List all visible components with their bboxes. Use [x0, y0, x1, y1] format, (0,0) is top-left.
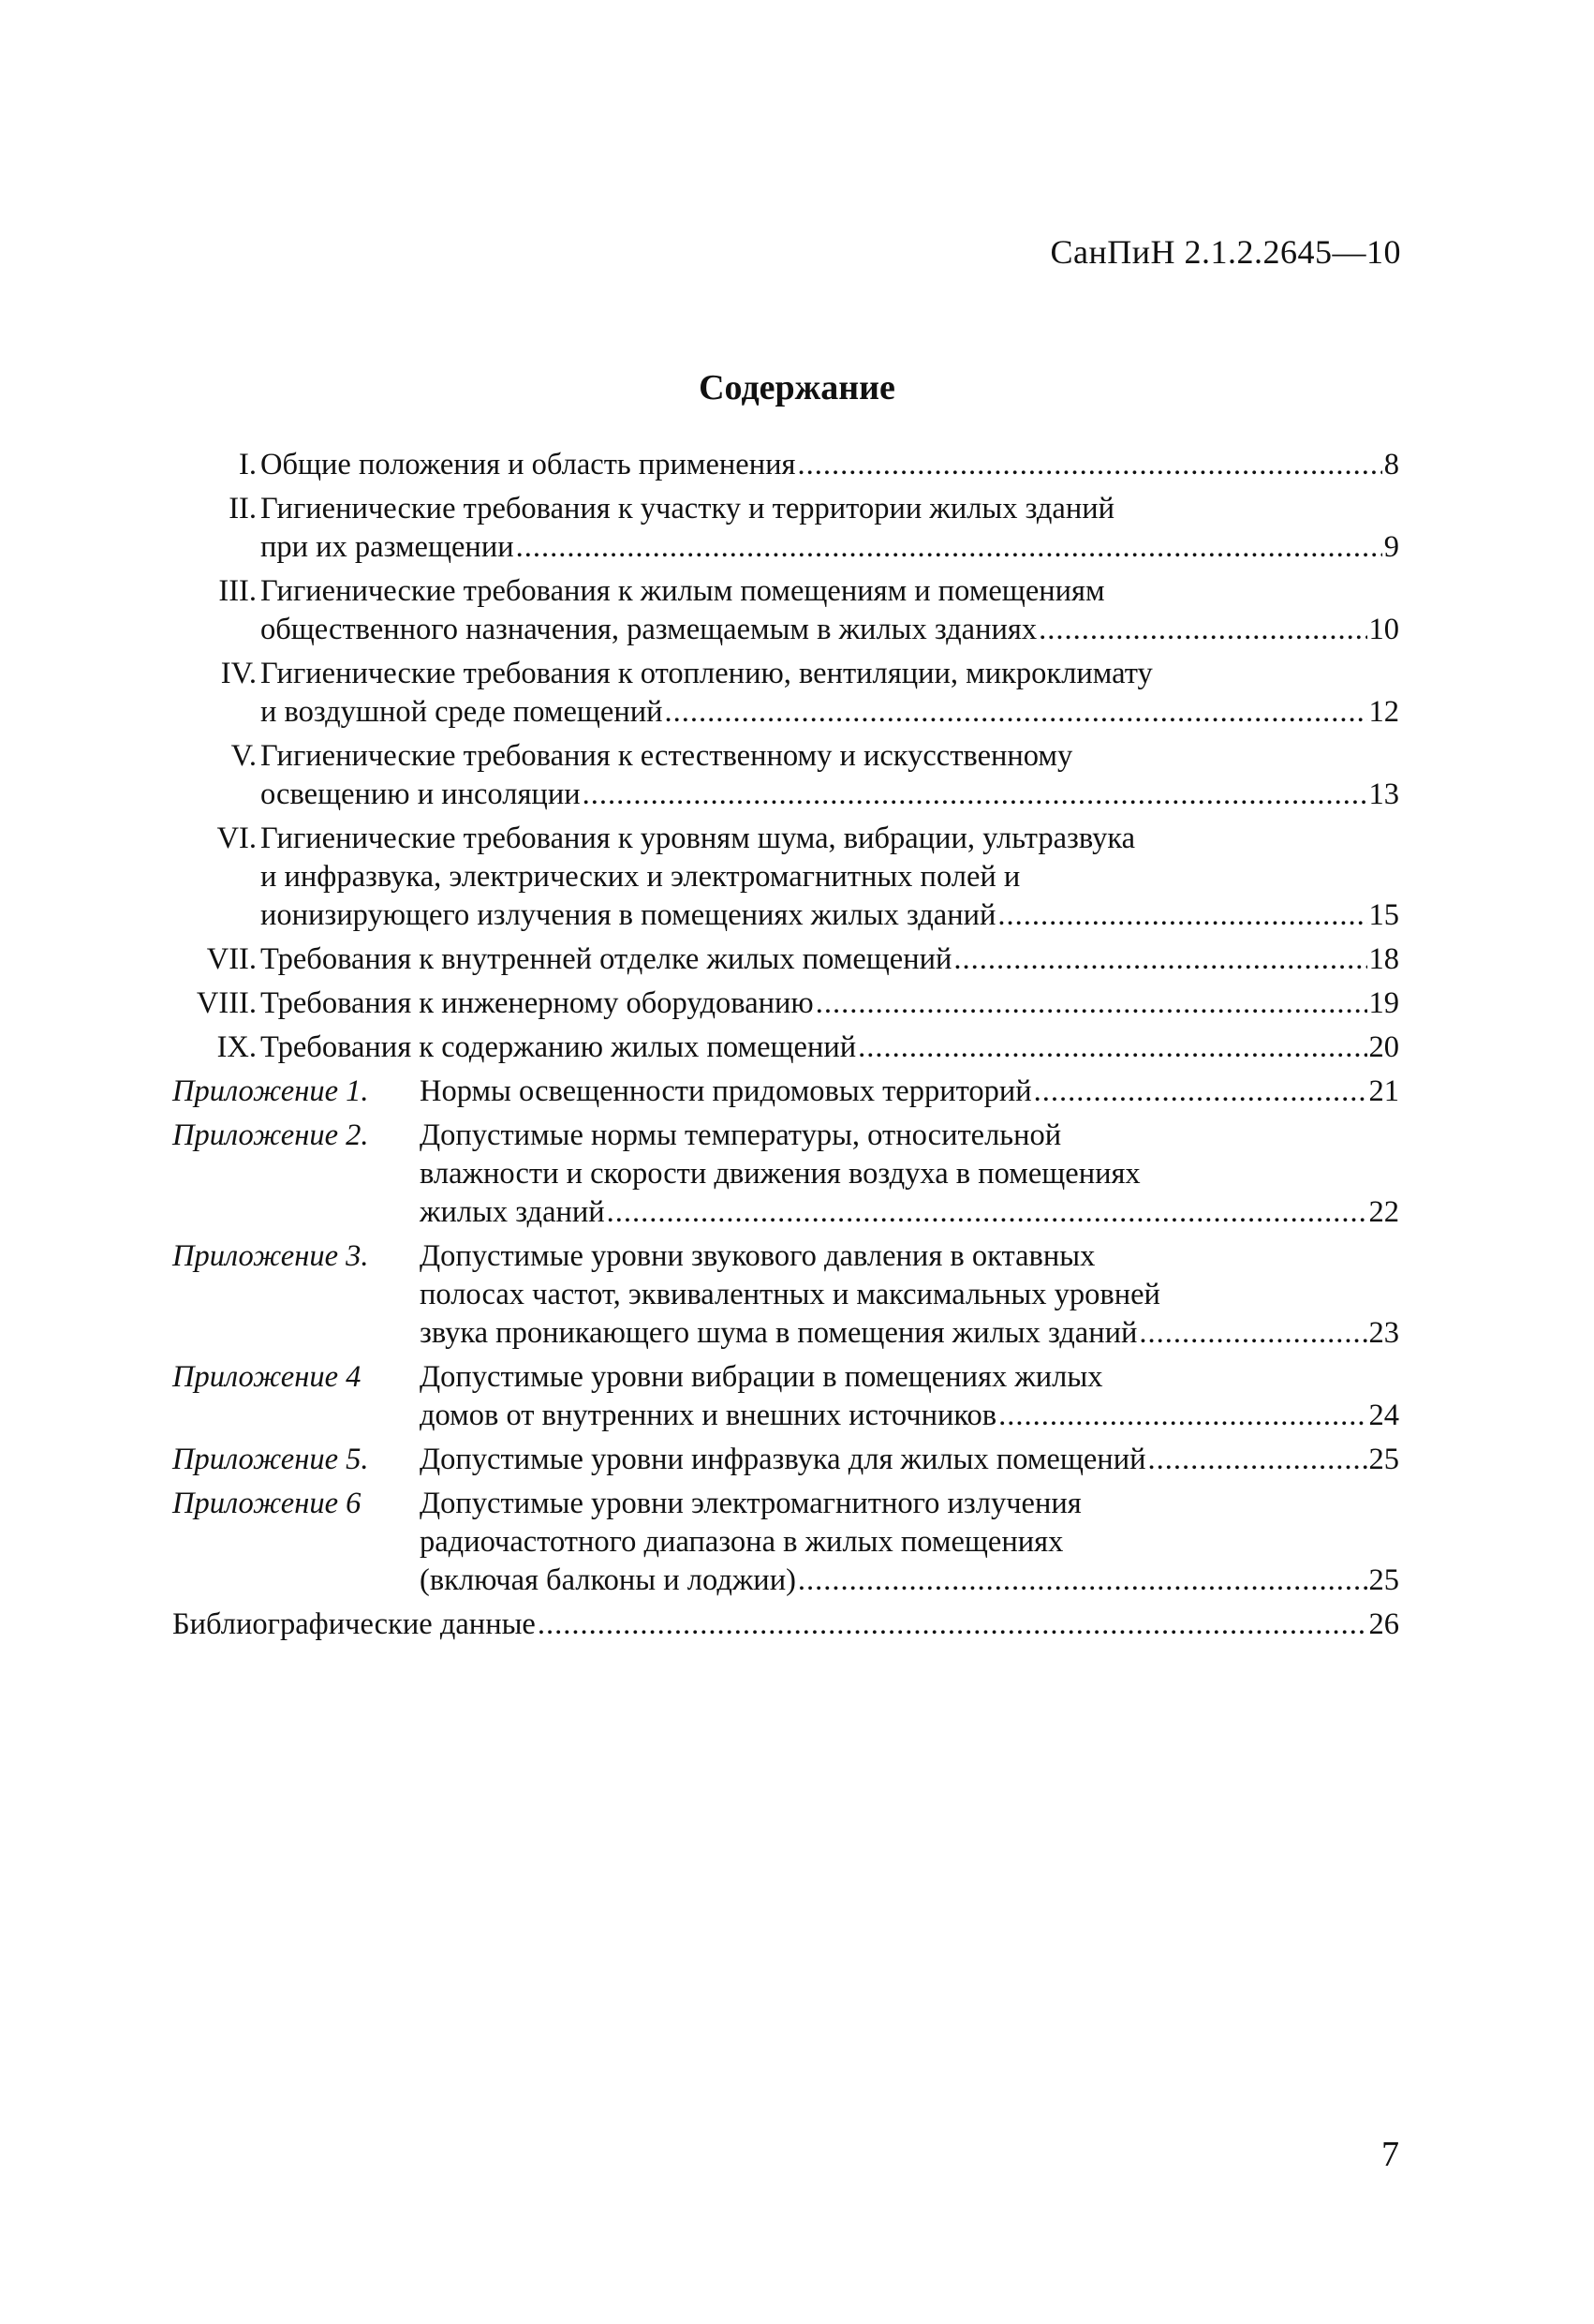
toc-entry-page: 24 — [1368, 1399, 1399, 1432]
toc-entry-page: 8 — [1383, 448, 1399, 481]
dot-leader — [607, 1193, 1367, 1232]
toc-entry-label: Приложение 4 — [172, 1360, 362, 1394]
toc-entry-line: радиочастотного диапазона в жилых помещениях — [420, 1525, 1064, 1559]
toc-entry-line: Допустимые уровни звукового давления в октавных — [420, 1239, 1096, 1273]
dot-leader — [516, 528, 1382, 567]
dot-leader — [1139, 1314, 1366, 1353]
toc-entry-label: V. — [230, 739, 257, 773]
toc-entry-label: Приложение 6 — [172, 1487, 362, 1520]
toc-entry — [172, 1237, 1399, 1353]
toc-entry-line: Нормы освещенности придомовых территорий — [420, 1074, 1032, 1108]
toc-entry-body — [260, 490, 1399, 567]
toc-entry — [172, 1029, 1399, 1067]
toc-entry-label: Приложение 2. — [172, 1118, 369, 1152]
toc-entry-line: и воздушной среде помещений — [260, 695, 663, 729]
toc-entry-body — [408, 1358, 1399, 1435]
dot-leader — [797, 446, 1381, 484]
toc-entry-page: 23 — [1368, 1316, 1399, 1350]
toc-entry-page: 10 — [1368, 613, 1399, 646]
toc-entry-label: Приложение 3. — [172, 1239, 369, 1273]
toc-entry-body — [408, 1441, 1399, 1479]
dot-leader — [1147, 1441, 1366, 1479]
toc-entry-body — [260, 446, 1399, 484]
toc-entry — [172, 1441, 1399, 1479]
toc-entry-line: общественного назначения, размещаемым в жилых зданиях — [260, 613, 1038, 646]
toc-entry-line: Гигиенические требования к жилым помещениям и помещениям — [260, 574, 1105, 608]
toc-entry-label: IX. — [216, 1030, 257, 1064]
dot-leader — [665, 693, 1367, 732]
toc-entry-page: 22 — [1368, 1195, 1399, 1229]
toc-entry-last-line — [420, 1314, 1399, 1353]
toc-entry-page: 13 — [1368, 777, 1399, 811]
dot-leader — [858, 1029, 1366, 1067]
toc-entry — [172, 446, 1399, 484]
toc-entry-line: Гигиенические требования к уровням шума, вибрации, ультразвука — [260, 822, 1136, 855]
toc-entry-line: влажности и скорости движения воздуха в помещениях — [420, 1157, 1141, 1191]
toc-entry — [172, 1606, 1399, 1644]
toc-entry-line: Допустимые нормы температуры, относительной — [420, 1118, 1062, 1152]
toc-entry-page: 26 — [1368, 1607, 1399, 1641]
toc-entry-line: домов от внутренних и внешних источников — [420, 1399, 997, 1432]
toc-entry-line: ионизирующего излучения в помещениях жилых зданий — [260, 898, 996, 932]
toc-entry-body — [408, 1485, 1399, 1600]
toc-entry-body — [260, 1029, 1399, 1067]
toc-entry-line: Гигиенические требования к отоплению, вентиляции, микроклимату — [260, 657, 1153, 690]
toc-entry-last-line — [260, 1029, 1399, 1067]
toc-entry-line: Требования к инженерному оборудованию — [260, 986, 814, 1020]
toc-entry-label: II. — [229, 492, 257, 525]
dot-leader — [538, 1606, 1367, 1644]
toc-entry-line: Гигиенические требования к участку и территории жилых зданий — [260, 492, 1115, 525]
dot-leader — [953, 940, 1366, 979]
toc-entry — [172, 1358, 1399, 1435]
toc-entry-last-line — [260, 940, 1399, 979]
toc-entry — [172, 1073, 1399, 1111]
toc-entry-page: 21 — [1368, 1074, 1399, 1108]
toc-entry-line: Допустимые уровни инфразвука для жилых помещений — [420, 1443, 1146, 1476]
table-of-contents — [172, 446, 1399, 1650]
toc-entry-label: Приложение 1. — [172, 1074, 369, 1108]
toc-entry-body — [172, 1606, 1399, 1644]
dot-leader — [997, 896, 1366, 935]
toc-entry-last-line — [260, 446, 1399, 484]
toc-entry-line: полосах частот, эквивалентных и максимальных уровней — [420, 1278, 1160, 1311]
toc-entry-body — [260, 572, 1399, 649]
toc-entry-line: при их размещении — [260, 530, 514, 564]
toc-entry-last-line — [420, 1193, 1399, 1232]
toc-entry — [172, 820, 1399, 935]
dot-leader — [1039, 611, 1366, 649]
toc-entry-label: VI. — [216, 822, 257, 855]
toc-entry-last-line — [260, 528, 1399, 567]
toc-entry-line: жилых зданий — [420, 1195, 605, 1229]
page-number: 7 — [1381, 2135, 1399, 2174]
toc-entry-body — [260, 940, 1399, 979]
toc-entry — [172, 572, 1399, 649]
toc-entry-line: Гигиенические требования к естественному и искусственному — [260, 739, 1073, 773]
toc-entry — [172, 984, 1399, 1023]
toc-entry — [172, 655, 1399, 732]
toc-entry-line: и инфразвука, электрических и электромагнитных полей и — [260, 860, 1021, 894]
toc-entry-label: III. — [218, 574, 257, 608]
toc-entry-last-line — [420, 1073, 1399, 1111]
toc-entry-page: 15 — [1368, 898, 1399, 932]
toc-entry-label: I. — [239, 448, 257, 481]
dot-leader — [798, 1562, 1367, 1600]
toc-entry-body — [408, 1237, 1399, 1353]
dot-leader — [998, 1397, 1366, 1435]
toc-entry-body — [260, 737, 1399, 814]
toc-entry-line: Требования к содержанию жилых помещений — [260, 1030, 857, 1064]
toc-entry-line: освещению и инсоляции — [260, 777, 581, 811]
toc-entry-last-line — [172, 1606, 1399, 1644]
toc-entry-line: звука проникающего шума в помещения жилых зданий — [420, 1316, 1138, 1350]
toc-entry-page: 25 — [1368, 1563, 1399, 1597]
toc-entry-body — [408, 1073, 1399, 1111]
toc-entry — [172, 737, 1399, 814]
toc-entry-page: 20 — [1368, 1030, 1399, 1064]
toc-entry-last-line — [420, 1562, 1399, 1600]
toc-entry-line: Требования к внутренней отделке жилых помещений — [260, 942, 952, 976]
toc-entry-body — [260, 820, 1399, 935]
toc-entry-page: 25 — [1368, 1443, 1399, 1476]
toc-entry-label: VIII. — [196, 986, 257, 1020]
toc-entry-last-line — [420, 1441, 1399, 1479]
toc-entry — [172, 940, 1399, 979]
dot-leader — [583, 776, 1367, 814]
toc-entry-last-line — [260, 611, 1399, 649]
toc-entry-label: IV. — [220, 657, 257, 690]
toc-entry-line: (включая балконы и лоджии) — [420, 1563, 796, 1597]
toc-entry-last-line — [260, 693, 1399, 732]
toc-entry-body — [260, 655, 1399, 732]
toc-entry-line: Общие положения и область применения — [260, 448, 796, 481]
document-code: СанПиН 2.1.2.2645—10 — [1050, 233, 1401, 271]
toc-entry-page: 9 — [1383, 530, 1399, 564]
toc-entry-body — [260, 984, 1399, 1023]
toc-title: Содержание — [699, 368, 895, 407]
toc-entry-page: 19 — [1368, 986, 1399, 1020]
dot-leader — [816, 984, 1367, 1023]
toc-entry-page: 18 — [1368, 942, 1399, 976]
toc-entry — [172, 1117, 1399, 1232]
toc-entry-label: Приложение 5. — [172, 1443, 369, 1476]
toc-entry-page: 12 — [1368, 695, 1399, 729]
toc-entry-line: Допустимые уровни электромагнитного излучения — [420, 1487, 1082, 1520]
toc-entry — [172, 1485, 1399, 1600]
toc-entry-line: Допустимые уровни вибрации в помещениях жилых — [420, 1360, 1103, 1394]
toc-entry-body — [408, 1117, 1399, 1232]
toc-entry-last-line — [260, 776, 1399, 814]
toc-entry-line: Библиографические данные — [172, 1607, 536, 1641]
toc-entry-last-line — [260, 984, 1399, 1023]
toc-entry — [172, 490, 1399, 567]
toc-entry-label: VII. — [206, 942, 257, 976]
dot-leader — [1034, 1073, 1367, 1111]
toc-entry-last-line — [260, 896, 1399, 935]
toc-entry-last-line — [420, 1397, 1399, 1435]
